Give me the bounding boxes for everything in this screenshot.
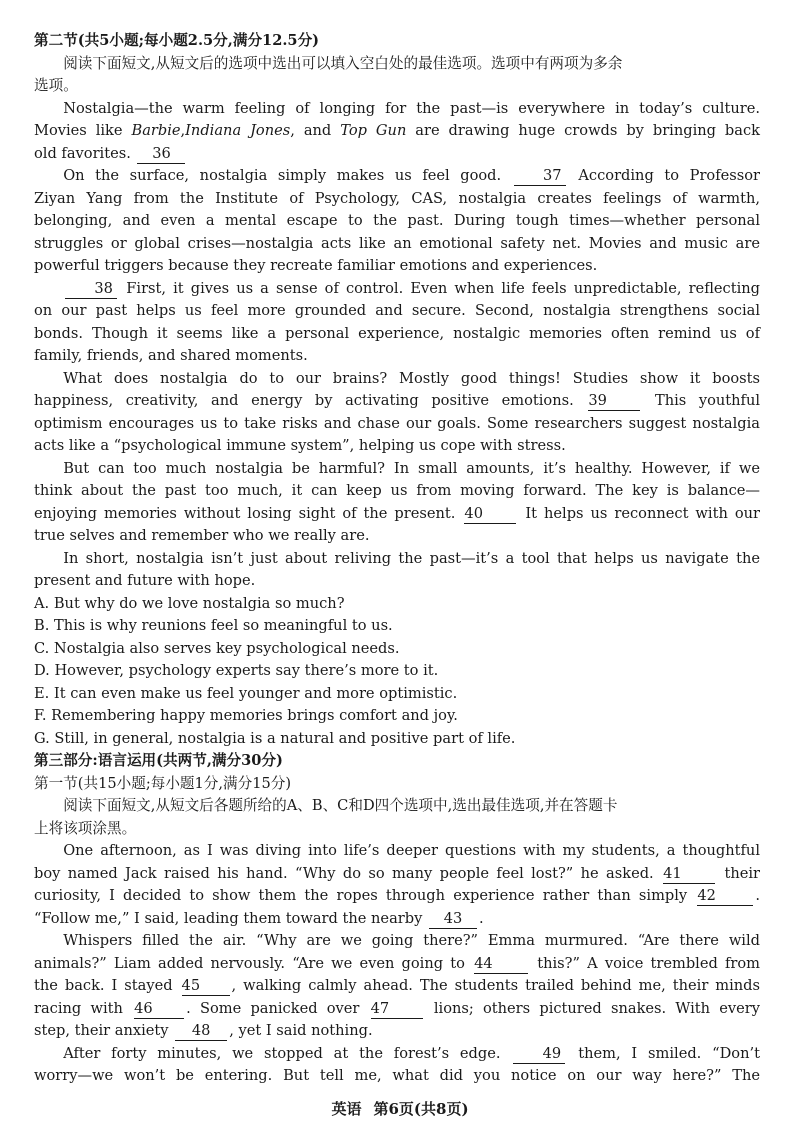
passage-line <box>34 503 760 526</box>
answer-blank-44[interactable]: 44 <box>474 955 528 974</box>
option-f: F. Remembering happy memories brings comfort and joy. <box>34 707 458 724</box>
passage-line: Whispers filled the air. “Why are we going there?” Emma murmured. “Are there wild <box>63 932 760 949</box>
answer-blank-43[interactable]: 43 <box>429 910 477 929</box>
text-span: On the surface, nostalgia simply makes us feel good. <box>63 167 502 184</box>
text-span: old favorites. <box>34 144 131 162</box>
passage-line: bonds. Though it seems like a personal experience, nostalgic memories often remind us of <box>34 324 760 342</box>
passage-line <box>34 863 760 886</box>
footer-page-number: 第6页(共8页) <box>373 1100 469 1118</box>
part3-instruction-cont: 上将该项涂黑。 <box>34 819 137 837</box>
passage-line <box>34 390 760 413</box>
passage-line <box>34 885 760 908</box>
text-span: , <box>180 122 186 139</box>
option-e: E. It can even make us feel younger and more optimistic. <box>34 684 458 702</box>
answer-blank-41[interactable]: 41 <box>663 865 715 884</box>
text-span: “Follow me,” I said, leading them toward the nearby <box>34 909 423 927</box>
text-span: This youthful <box>654 392 761 409</box>
movie-title: Indiana Jones <box>185 122 291 139</box>
passage-line <box>34 998 760 1021</box>
footer-subject: 英语 <box>331 1100 362 1118</box>
option-d: D. However, psychology experts say there’s more to it. <box>34 662 439 679</box>
text-span: are drawing huge crowds by bringing back <box>406 122 760 139</box>
passage-line: on our past helps us feel more grounded and secure. Second, nostalgia strengthens social <box>34 302 760 319</box>
text-span: . <box>478 909 484 927</box>
answer-blank-45[interactable]: 45 <box>182 977 230 996</box>
passage-line: powerful triggers because they recreate familiar emotions and experiences. <box>34 257 598 274</box>
text-span: lions; others pictured snakes. With every <box>433 999 761 1017</box>
answer-blank-38[interactable]: 38 <box>65 280 117 299</box>
text-span: Movies like <box>34 122 132 139</box>
passage-line: optimism encourages us to take risks and chase our goals. Some researchers suggest nostalgia <box>34 414 760 432</box>
text-span: step, their anxiety <box>34 1022 169 1039</box>
text-span: this?” A voice trembled from <box>537 954 760 972</box>
text-span: , and <box>290 122 341 139</box>
movie-title: Top Gun <box>340 122 407 139</box>
passage-line <box>34 953 760 976</box>
text-span: It helps us reconnect with our <box>525 504 760 522</box>
passage-line <box>34 1020 760 1043</box>
instruction-line-1: 阅读下面短文,从短文后的选项中选出可以填入空白处的最佳选项。选项中有两项为多余 <box>63 54 623 72</box>
part3-subheading: 第一节(共15小题;每小题1分,满分15分) <box>34 774 292 792</box>
answer-blank-42[interactable]: 42 <box>697 887 753 906</box>
text-span: racing with <box>34 999 123 1017</box>
answer-blank-37[interactable]: 37 <box>514 167 566 186</box>
passage-line: In short, nostalgia isn’t just about reliving the past—it’s a tool that helps us navigate the <box>63 549 760 567</box>
text-span: their <box>724 864 761 882</box>
passage-line: true selves and remember who we really are. <box>34 527 370 544</box>
option-g: G. Still, in general, nostalgia is a natural and positive part of life. <box>34 729 516 747</box>
section2-instruction <box>34 53 760 76</box>
text-span: curiosity, I decided to show them the ropes through experience rather than simply <box>34 887 688 904</box>
answer-blank-49[interactable]: 49 <box>513 1045 565 1064</box>
passage-line <box>34 278 760 301</box>
text-span: First, it gives us a sense of control. Even when life feels unpredictable, reflecting <box>126 279 761 297</box>
passage-line: belonging, and even a mental escape to the past. During tough times—whether personal <box>34 212 760 229</box>
passage-line <box>34 975 760 998</box>
passage-line: family, friends, and shared moments. <box>34 347 308 364</box>
section2-instruction-cont: 选项。 <box>34 77 78 94</box>
text-span: . <box>755 887 760 904</box>
passage-line: struggles or global crises—nostalgia acts like an emotional safety net. Movies and music are <box>34 234 760 252</box>
text-span: According to Professor <box>578 167 761 184</box>
page-footer <box>0 1098 800 1119</box>
text-span: animals?” Liam added nervously. “Are we even going to <box>34 954 465 972</box>
passage-line: worry—we won’t be entering. But tell me, what did you notice on our way here?” The <box>34 1067 760 1084</box>
passage-line: Ziyan Yang from the Institute of Psychology, CAS, nostalgia creates feelings of warmth, <box>34 189 760 207</box>
text-span: . Some panicked over <box>186 999 360 1017</box>
answer-blank-47[interactable]: 47 <box>371 1000 423 1019</box>
passage-line: Nostalgia—the warm feeling of longing for the past—is everywhere in today’s culture. <box>63 99 760 117</box>
text-span: them, I smiled. “Don’t <box>578 1044 760 1062</box>
passage-line: What does nostalgia do to our brains? Mostly good things! Studies show it boosts <box>63 369 760 387</box>
passage-line <box>34 908 760 931</box>
passage-line: acts like a “psychological immune system”, helping us cope with stress. <box>34 437 566 454</box>
passage-line <box>34 120 760 143</box>
passage-line: One afternoon, as I was diving into life’s deeper questions with my students, a thoughtful <box>63 842 760 859</box>
part3-heading: 第三部分:语言运用(共两节,满分30分) <box>34 752 283 769</box>
answer-blank-48[interactable]: 48 <box>175 1022 227 1041</box>
passage-line: think about the past too much, it can keep us from moving forward. The key is balance— <box>34 482 760 499</box>
text-span: boy named Jack raised his hand. “Why do so many people feel lost?” he asked. <box>34 864 654 882</box>
text-span: , yet I said nothing. <box>229 1022 373 1039</box>
section2-heading: 第二节(共5小题;每小题2.5分,满分12.5分) <box>34 32 320 49</box>
text-span: enjoying memories without losing sight of the present. <box>34 504 456 522</box>
text-span: happiness, creativity, and energy by activating positive emotions. <box>34 392 574 409</box>
part3-instruction: 阅读下面短文,从短文后各题所给的A、B、C和D四个选项中,选出最佳选项,并在答题卡 <box>63 797 618 814</box>
passage-line <box>34 143 760 166</box>
passage-line <box>34 165 760 188</box>
option-a: A. But why do we love nostalgia so much? <box>34 594 345 612</box>
passage-line: present and future with hope. <box>34 572 256 589</box>
text-span: the back. I stayed <box>34 977 173 994</box>
option-c: C. Nostalgia also serves key psychological needs. <box>34 639 400 657</box>
passage-line: But can too much nostalgia be harmful? In small amounts, it’s healthy. However, if we <box>63 459 760 477</box>
answer-blank-36[interactable]: 36 <box>137 145 185 164</box>
movie-title: Barbie <box>131 122 181 139</box>
option-b: B. This is why reunions feel so meaningful to us. <box>34 617 393 634</box>
text-span: , walking calmly ahead. The students trailed behind me, their minds <box>231 977 761 994</box>
passage-line <box>34 1043 760 1066</box>
answer-blank-46[interactable]: 46 <box>134 1000 184 1019</box>
text-span: After forty minutes, we stopped at the forest’s edge. <box>63 1044 501 1062</box>
answer-blank-40[interactable]: 40 <box>464 505 516 524</box>
answer-blank-39[interactable]: 39 <box>588 392 640 411</box>
